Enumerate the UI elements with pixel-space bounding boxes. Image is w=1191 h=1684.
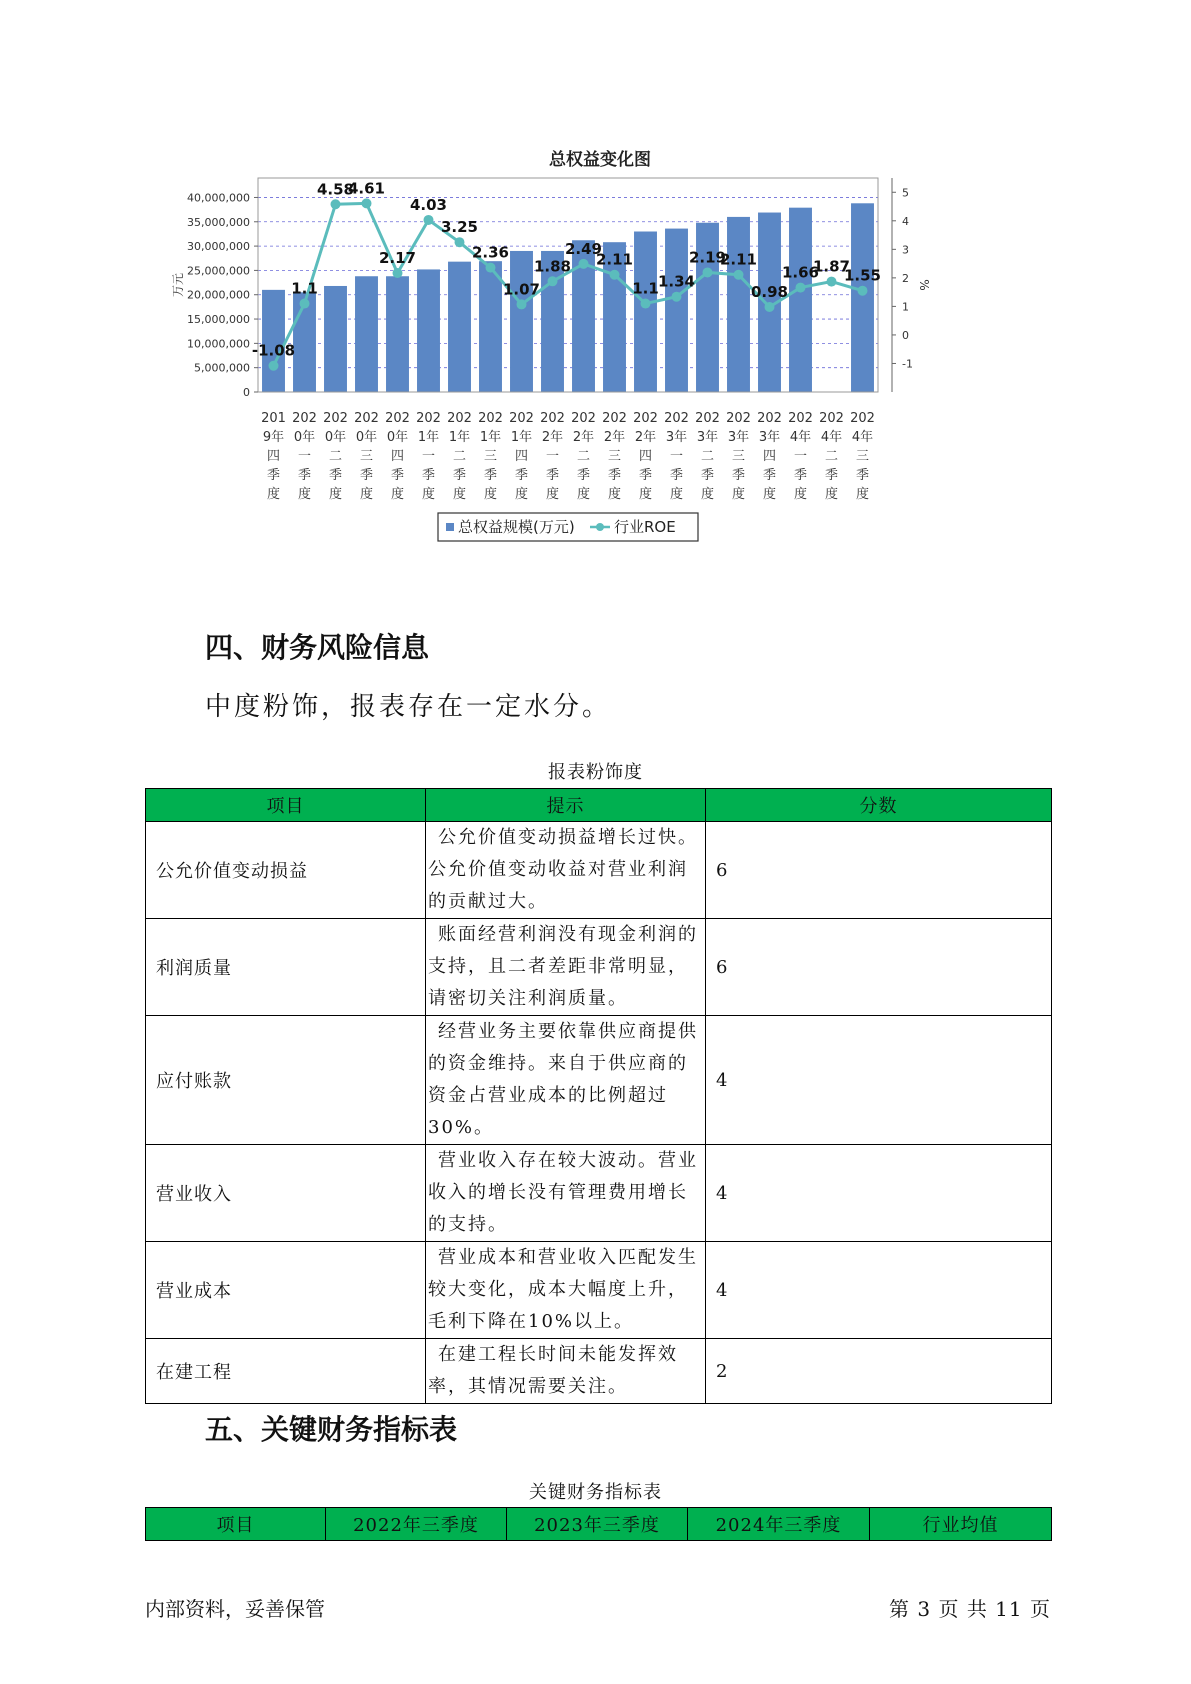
chart-title: 总权益变化图	[549, 150, 651, 170]
x-tick-label: 季	[731, 468, 746, 483]
x-tick-label: 202	[788, 411, 813, 426]
row-item: 营业收入	[146, 1145, 426, 1242]
y2-tick-label: 3	[902, 243, 909, 257]
x-tick-label: 3年	[696, 430, 719, 445]
x-tick-label: 三	[359, 449, 374, 464]
roe-point	[703, 267, 713, 277]
x-tick-label: 2年	[603, 430, 626, 445]
row-item: 利润质量	[146, 919, 426, 1016]
x-tick-label: 度	[390, 487, 405, 502]
x-tick-label: 一	[669, 449, 684, 464]
legend-line-label: 行业ROE	[614, 518, 676, 536]
x-tick-label: 度	[483, 487, 498, 502]
x-tick-label: 二	[824, 449, 839, 464]
x-tick-label: 202	[509, 411, 534, 426]
table-row	[146, 919, 1052, 1016]
bar	[851, 203, 874, 392]
row-hint: 营业成本和营业收入匹配发生较大变化，成本大幅度上升，毛利下降在10%以上。	[426, 1242, 706, 1339]
x-tick-label: 季	[824, 468, 839, 483]
x-tick-label: 4年	[851, 430, 874, 445]
x-tick-label: 三	[731, 449, 746, 464]
y-tick-label: 15,000,000	[187, 313, 250, 327]
x-tick-label: 一	[793, 449, 808, 464]
x-tick-label: 202	[757, 411, 782, 426]
y-tick-label: 25,000,000	[187, 264, 250, 278]
roe-data-label: 2.11	[719, 250, 758, 269]
x-tick-label: 季	[545, 468, 560, 483]
row-item: 应付账款	[146, 1016, 426, 1145]
roe-data-label: 4.61	[347, 179, 386, 198]
x-tick-label: 三	[607, 449, 622, 464]
y2-tick-label: 1	[902, 300, 909, 314]
y2-tick-label: 2	[902, 271, 909, 285]
x-tick-label: 202	[540, 411, 565, 426]
x-tick-label: 季	[266, 468, 281, 483]
x-tick-label: 季	[762, 468, 777, 483]
roe-data-label: 2.36	[471, 243, 510, 262]
bar	[386, 276, 409, 392]
x-tick-label: 一	[421, 449, 436, 464]
roe-point	[424, 215, 434, 225]
x-tick-label: 0年	[355, 430, 378, 445]
roe-point	[300, 299, 310, 309]
x-tick-label: 三	[483, 449, 498, 464]
roe-data-label: -1.08	[251, 341, 296, 360]
row-score: 4	[706, 1145, 1052, 1242]
legend	[438, 513, 698, 541]
x-tick-label: 二	[452, 449, 467, 464]
indicators-table-caption: 关键财务指标表	[529, 1482, 662, 1503]
x-tick-label: 201	[261, 411, 286, 426]
row-hint: 营业收入存在较大波动。营业收入的增长没有管理费用增长的支持。	[426, 1145, 706, 1242]
x-tick-label: 202	[571, 411, 596, 426]
col-header-item: 项目	[146, 1508, 326, 1541]
x-tick-label: 0年	[293, 430, 316, 445]
col-header-industry-avg: 行业均值	[870, 1508, 1052, 1541]
roe-point	[796, 283, 806, 293]
roe-point	[765, 302, 775, 312]
roe-data-label: 1.34	[657, 272, 696, 291]
x-tick-label: 9年	[262, 430, 285, 445]
x-tick-label: 202	[478, 411, 503, 426]
y-axis-title: 万元	[171, 272, 185, 298]
x-tick-label: 四	[390, 449, 405, 464]
x-tick-label: 一	[545, 449, 560, 464]
col-header-2024q3: 2024年三季度	[688, 1508, 870, 1541]
col-header-score: 分数	[706, 789, 1052, 822]
roe-data-label: 1.87	[812, 257, 851, 276]
x-tick-label: 季	[669, 468, 684, 483]
x-tick-label: 202	[292, 411, 317, 426]
table-row	[146, 822, 1052, 919]
legend-bar-label: 总权益规模(万元)	[458, 518, 575, 536]
roe-data-label: 1.88	[533, 257, 572, 276]
risk-summary: 中度粉饰，报表存在一定水分。	[205, 692, 612, 722]
roe-point	[858, 286, 868, 296]
x-tick-label: 度	[855, 487, 870, 502]
x-tick-label: 202	[695, 411, 720, 426]
x-tick-label: 二	[700, 449, 715, 464]
x-tick-label: 度	[452, 487, 467, 502]
roe-data-label: 1.1	[632, 279, 659, 298]
x-tick-label: 季	[514, 468, 529, 483]
y2-tick-label: 0	[902, 328, 909, 342]
x-tick-label: 3年	[727, 430, 750, 445]
x-tick-label: 季	[328, 468, 343, 483]
legend-line-marker	[596, 523, 604, 531]
y2-axis-title: %	[917, 279, 931, 291]
roe-point	[486, 263, 496, 273]
row-score: 4	[706, 1242, 1052, 1339]
x-tick-label: 四	[514, 449, 529, 464]
x-tick-label: 202	[602, 411, 627, 426]
x-tick-label: 度	[545, 487, 560, 502]
roe-point	[517, 299, 527, 309]
bar	[634, 232, 657, 393]
x-tick-label: 202	[664, 411, 689, 426]
x-tick-label: 度	[824, 487, 839, 502]
x-tick-label: 1年	[417, 430, 440, 445]
x-tick-label: 度	[793, 487, 808, 502]
x-tick-label: 2年	[572, 430, 595, 445]
footer-page-number: 第 3 页 共 11 页	[889, 1597, 1051, 1621]
x-tick-label: 202	[633, 411, 658, 426]
col-header-2022q3: 2022年三季度	[326, 1508, 507, 1541]
x-tick-label: 1年	[479, 430, 502, 445]
bar	[417, 269, 440, 392]
x-tick-label: 度	[514, 487, 529, 502]
x-tick-label: 季	[638, 468, 653, 483]
row-score: 4	[706, 1016, 1052, 1145]
x-tick-label: 季	[452, 468, 467, 483]
x-tick-label: 季	[855, 468, 870, 483]
roe-point	[269, 361, 279, 371]
x-tick-label: 3年	[665, 430, 688, 445]
row-score: 6	[706, 822, 1052, 919]
risk-table	[145, 788, 1052, 1404]
x-tick-label: 2年	[541, 430, 564, 445]
roe-point	[579, 259, 589, 269]
roe-point	[734, 270, 744, 280]
roe-point	[672, 292, 682, 302]
row-score: 6	[706, 919, 1052, 1016]
x-tick-label: 四	[762, 449, 777, 464]
roe-point	[610, 270, 620, 280]
table-row	[146, 1339, 1052, 1404]
x-tick-label: 202	[726, 411, 751, 426]
x-tick-label: 2年	[634, 430, 657, 445]
indicators-table-header	[146, 1508, 1052, 1541]
bar	[789, 208, 812, 392]
x-tick-label: 季	[390, 468, 405, 483]
roe-data-label: 4.58	[316, 180, 355, 199]
row-hint: 经营业务主要依靠供应商提供的资金维持。来自于供应商的资金占营业成本的比例超过30%。	[426, 1016, 706, 1145]
x-tick-label: 度	[669, 487, 684, 502]
x-tick-label: 三	[855, 449, 870, 464]
roe-data-label: 2.49	[564, 239, 603, 258]
col-header-hint: 提示	[426, 789, 706, 822]
x-tick-label: 季	[359, 468, 374, 483]
bar	[727, 217, 750, 392]
roe-data-label: 1.66	[781, 263, 820, 282]
bar	[510, 251, 533, 392]
table-row	[146, 1145, 1052, 1242]
x-tick-label: 度	[638, 487, 653, 502]
roe-point	[548, 276, 558, 286]
x-tick-label: 202	[416, 411, 441, 426]
y2-tick-label: 5	[902, 186, 909, 200]
x-tick-label: 度	[762, 487, 777, 502]
x-tick-label: 度	[328, 487, 343, 502]
x-tick-label: 度	[297, 487, 312, 502]
roe-data-label: 3.25	[440, 218, 479, 237]
x-tick-label: 度	[266, 487, 281, 502]
x-tick-label: 度	[359, 487, 374, 502]
x-tick-label: 度	[700, 487, 715, 502]
bar	[665, 229, 688, 392]
row-hint: 账面经营利润没有现金利润的支持，且二者差距非常明显，请密切关注利润质量。	[426, 919, 706, 1016]
y-tick-label: 20,000,000	[187, 288, 250, 302]
bar	[324, 286, 347, 392]
x-tick-label: 季	[576, 468, 591, 483]
row-score: 2	[706, 1339, 1052, 1404]
row-item: 营业成本	[146, 1242, 426, 1339]
y2-tick-label: -1	[902, 357, 913, 371]
x-tick-label: 度	[731, 487, 746, 502]
y-tick-label: 10,000,000	[187, 337, 250, 351]
roe-point	[362, 198, 372, 208]
x-tick-label: 季	[700, 468, 715, 483]
risk-table-caption: 报表粉饰度	[548, 762, 643, 783]
x-tick-label: 4年	[820, 430, 843, 445]
x-tick-label: 202	[850, 411, 875, 426]
x-tick-label: 202	[354, 411, 379, 426]
roe-data-label: 1.07	[502, 280, 541, 299]
row-hint: 公允价值变动损益增长过快。公允价值变动收益对营业利润的贡献过大。	[426, 822, 706, 919]
roe-point	[641, 299, 651, 309]
risk-table-header	[146, 789, 1052, 822]
x-tick-label: 四	[266, 449, 281, 464]
roe-data-label: 1.55	[843, 266, 882, 285]
x-tick-label: 202	[819, 411, 844, 426]
roe-data-label: 4.03	[409, 195, 448, 214]
x-tick-label: 202	[385, 411, 410, 426]
roe-point	[393, 268, 403, 278]
x-tick-label: 4年	[789, 430, 812, 445]
table-row	[146, 1242, 1052, 1339]
row-item: 公允价值变动损益	[146, 822, 426, 919]
x-tick-label: 度	[576, 487, 591, 502]
y-tick-label: 5,000,000	[194, 361, 250, 375]
chart-svg	[170, 140, 1020, 590]
x-tick-label: 季	[793, 468, 808, 483]
x-tick-label: 0年	[324, 430, 347, 445]
col-header-2023q3: 2023年三季度	[507, 1508, 688, 1541]
legend-bar-swatch	[446, 523, 454, 531]
footer-confidential: 内部资料，妥善保管	[145, 1597, 325, 1621]
x-tick-label: 1年	[448, 430, 471, 445]
row-item: 在建工程	[146, 1339, 426, 1404]
x-tick-label: 202	[447, 411, 472, 426]
roe-point	[331, 199, 341, 209]
roe-data-label: 1.1	[291, 279, 318, 298]
bar	[479, 261, 502, 392]
x-tick-label: 季	[297, 468, 312, 483]
indicators-table	[145, 1507, 1052, 1541]
y2-tick-label: 4	[902, 214, 909, 228]
x-tick-label: 0年	[386, 430, 409, 445]
y-tick-label: 0	[243, 386, 250, 399]
x-tick-label: 季	[607, 468, 622, 483]
row-hint: 在建工程长时间未能发挥效率，其情况需要关注。	[426, 1339, 706, 1404]
x-tick-label: 季	[483, 468, 498, 483]
col-header-item: 项目	[146, 789, 426, 822]
x-tick-label: 季	[421, 468, 436, 483]
roe-data-label: 2.19	[688, 248, 727, 267]
x-tick-label: 二	[576, 449, 591, 464]
table-row	[146, 1016, 1052, 1145]
bar	[355, 276, 378, 392]
roe-data-label: 2.17	[378, 249, 417, 268]
x-tick-label: 二	[328, 449, 343, 464]
roe-data-label: 2.11	[595, 250, 634, 269]
x-tick-label: 3年	[758, 430, 781, 445]
y-tick-label: 30,000,000	[187, 240, 250, 254]
x-tick-label: 四	[638, 449, 653, 464]
x-tick-label: 1年	[510, 430, 533, 445]
y-tick-label: 35,000,000	[187, 215, 250, 229]
roe-point	[827, 277, 837, 287]
equity-change-chart	[170, 140, 1020, 590]
section-risk-title: 四、财务风险信息	[205, 631, 430, 664]
x-tick-label: 202	[323, 411, 348, 426]
roe-point	[455, 237, 465, 247]
y-tick-label: 40,000,000	[187, 191, 250, 205]
roe-data-label: 0.98	[750, 282, 789, 301]
section-indicators-title: 五、关键财务指标表	[205, 1413, 458, 1446]
x-tick-label: 一	[297, 449, 312, 464]
x-tick-label: 度	[607, 487, 622, 502]
x-tick-label: 度	[421, 487, 436, 502]
bar	[448, 262, 471, 392]
